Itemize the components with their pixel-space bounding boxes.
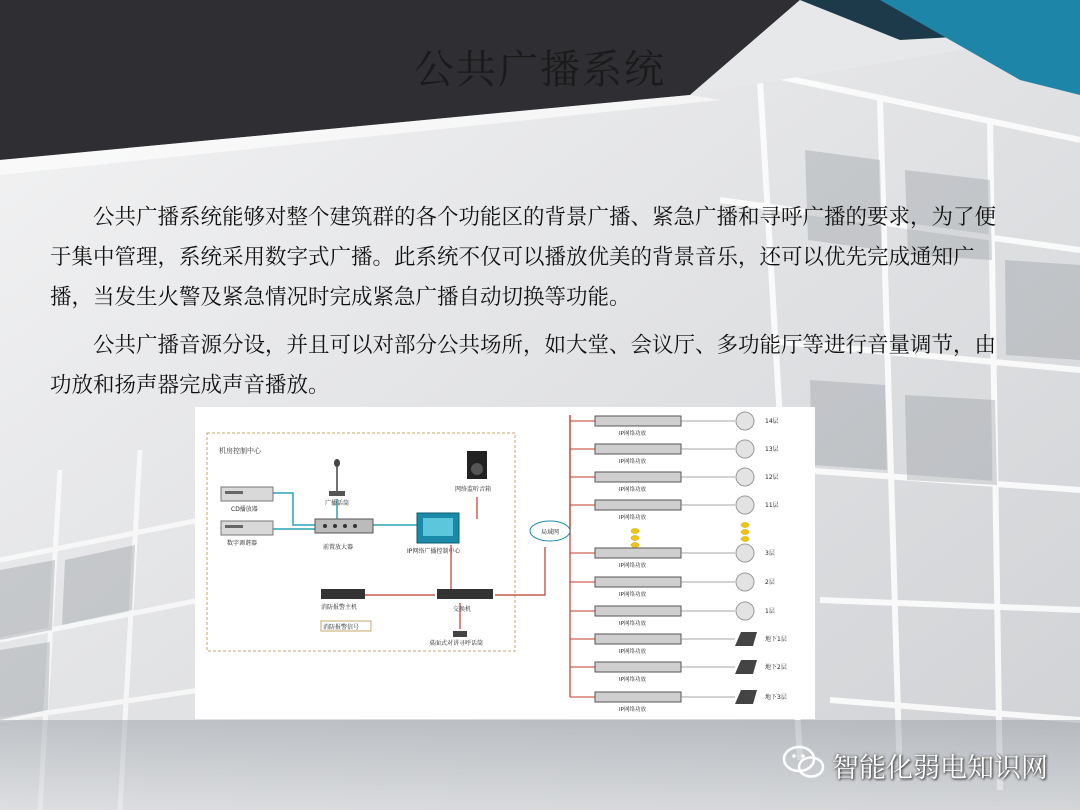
amp-label: IP网络功放	[619, 515, 646, 521]
amp-label: IP网络功放	[619, 563, 646, 569]
svg-text:交换机: 交换机	[453, 606, 472, 613]
ip-amplifier	[595, 444, 681, 454]
svg-text:数字调谐器: 数字调谐器	[227, 540, 258, 547]
svg-text:前置放大器: 前置放大器	[323, 544, 354, 551]
floor-label: 2层	[765, 579, 775, 586]
ip-amplifier	[595, 634, 681, 644]
ip-amplifier	[595, 662, 681, 672]
broadcast-system-diagram	[195, 407, 815, 719]
floor-label: 14层	[765, 418, 779, 425]
ceiling-speaker	[736, 468, 754, 486]
floor-label: 地下2层	[765, 664, 787, 671]
ceiling-speaker	[736, 544, 754, 562]
control-room-label: 机房控制中心	[219, 447, 261, 455]
body-paragraph-1: 公共广播系统能够对整个建筑群的各个功能区的背景广播、紧急广播和寻呼广播的要求，为了便于集中管理，系统采用数字式广播。此系统不仅可以播放优美的背景音乐，还可以优先完成通知广播，当发生火警及紧急情况时完成紧急广播自动切换等功能。	[50, 205, 997, 310]
body-paragraph-2: 公共广播音源分设，并且可以对部分公共场所，如大堂、会议厅、多功能厅等进行音量调节，由功放和扬声器完成声音播放。	[50, 333, 997, 398]
ceiling-speaker	[736, 440, 754, 458]
svg-text:广播话筒: 广播话筒	[325, 500, 350, 507]
lan-cloud	[530, 521, 570, 541]
amp-label: IP网络功放	[619, 677, 646, 683]
amp-label: IP网络功放	[619, 621, 646, 627]
ceiling-speaker	[736, 412, 754, 430]
amp-label: IP网络功放	[619, 592, 646, 598]
svg-text:CD播放器: CD播放器	[231, 506, 258, 513]
watermark-text: 智能化弱电知识网	[832, 753, 1048, 784]
ip-amplifier	[595, 500, 681, 510]
ceiling-speaker	[736, 602, 754, 620]
svg-text:消防报警信号: 消防报警信号	[323, 624, 360, 631]
amp-label: IP网络功放	[619, 459, 646, 465]
floor-label: 11层	[765, 502, 779, 509]
ip-amplifier	[595, 606, 681, 616]
floor-label: 13层	[765, 446, 779, 453]
svg-text:IP网络广播控制中心: IP网络广播控制中心	[407, 548, 461, 555]
ceiling-speaker	[736, 573, 754, 591]
ceiling-speaker	[736, 496, 754, 514]
svg-text:局域网: 局域网	[541, 529, 560, 536]
floor-label: 地下1层	[765, 636, 787, 643]
svg-text:桌面式对讲寻呼话筒: 桌面式对讲寻呼话筒	[429, 640, 484, 647]
amp-label: IP网络功放	[619, 649, 646, 655]
wechat-icon	[782, 744, 826, 780]
amp-label: IP网络功放	[619, 707, 646, 713]
floor-label: 1层	[765, 608, 775, 615]
amp-label: IP网络功放	[619, 431, 646, 437]
ip-amplifier	[595, 692, 681, 702]
ip-amplifier	[595, 416, 681, 426]
floor-label: 地下3层	[765, 694, 787, 701]
amp-label: IP网络功放	[619, 487, 646, 493]
watermark	[774, 740, 1064, 784]
floor-label: 3层	[765, 550, 775, 557]
floor-label: 12层	[765, 474, 779, 481]
ip-amplifier	[595, 577, 681, 587]
ip-amplifier	[595, 472, 681, 482]
svg-text:消防报警主机: 消防报警主机	[321, 604, 358, 611]
svg-text:网络监听音箱: 网络监听音箱	[455, 486, 492, 493]
ip-amplifier	[595, 548, 681, 558]
slide-title: 公共广播系统	[414, 47, 666, 93]
